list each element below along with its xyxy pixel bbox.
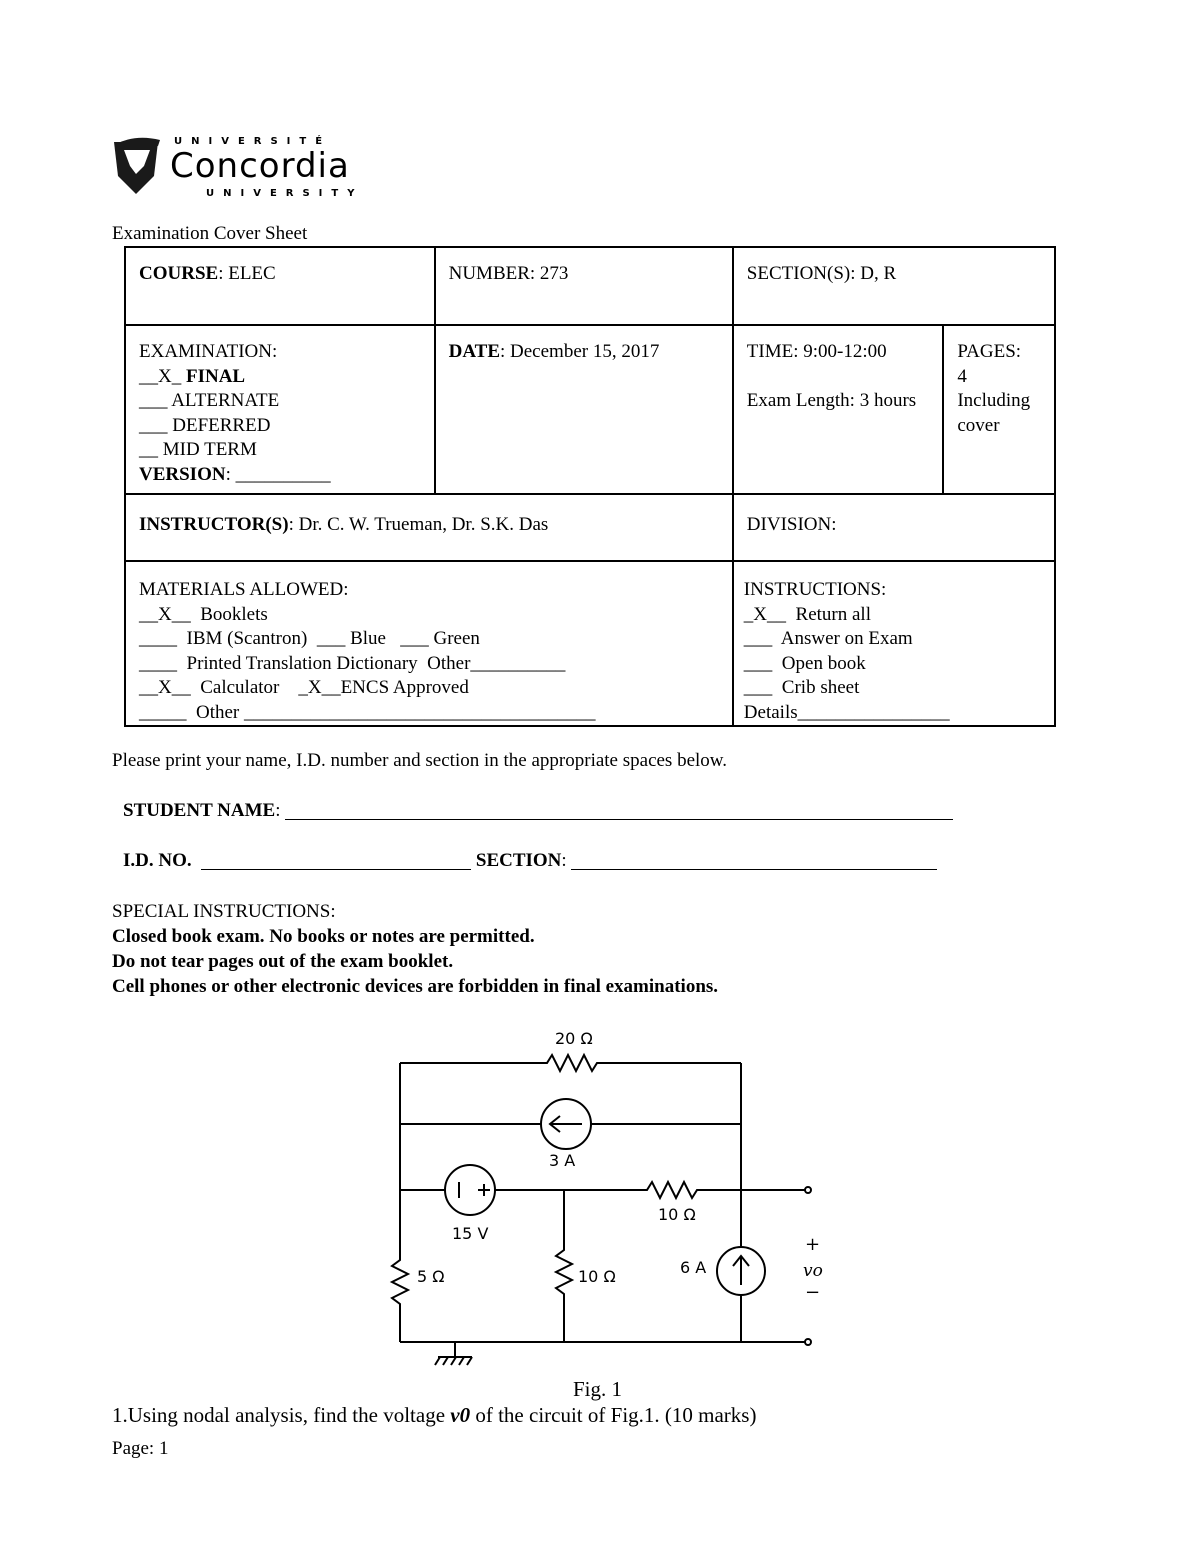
date-cell xyxy=(435,325,733,494)
pages-count: 4 xyxy=(957,365,967,387)
logo-top-text: UNIVERSITÉ xyxy=(174,136,332,147)
question-variable: v0 xyxy=(450,1403,471,1427)
division-cell xyxy=(733,494,1055,561)
exam-option-deferred: ___ DEFERRED xyxy=(139,414,271,436)
examination-cell xyxy=(125,325,435,494)
logo-name: Concordia xyxy=(170,146,350,186)
question-suffix: of the circuit of Fig.1. (10 marks) xyxy=(470,1403,757,1427)
pages-note: Including cover xyxy=(957,390,1031,436)
material-dictionary: ____ Printed Translation Dictionary Other__________ xyxy=(139,652,566,674)
label-5-ohm: 5 Ω xyxy=(417,1267,445,1286)
student-name-field[interactable] xyxy=(285,799,953,820)
material-booklets: __X__ Booklets xyxy=(139,603,268,625)
label-3a: 3 A xyxy=(549,1151,576,1170)
materials-label: MATERIALS ALLOWED: xyxy=(139,579,349,600)
instruction-crib-sheet: ___ Crib sheet xyxy=(743,677,860,698)
resistor-10-ohm-shunt xyxy=(556,1190,572,1342)
instructors-cell xyxy=(125,494,733,561)
resistor-20-ohm xyxy=(400,1055,741,1071)
vo-minus: − xyxy=(805,1282,821,1303)
output-terminal-top xyxy=(805,1187,811,1193)
course-label: COURSE xyxy=(139,263,219,284)
page-number: Page: 1 xyxy=(112,1438,169,1459)
resistor-10-ohm-series xyxy=(564,1182,808,1198)
course-number: NUMBER: 273 xyxy=(448,263,569,284)
section-field[interactable] xyxy=(571,849,937,870)
instruction-return-all: _X__ Return all xyxy=(743,603,871,625)
course-sections: SECTION(S): D, R xyxy=(746,263,897,284)
student-name-label: STUDENT NAME xyxy=(123,800,276,821)
instruction-open-book: ___ Open book xyxy=(743,652,866,674)
figure-caption: Fig. 1 xyxy=(573,1377,623,1401)
instruction-details: Details________________ xyxy=(743,701,950,723)
course-cell xyxy=(125,247,435,325)
exam-option-alternate: ___ ALTERNATE xyxy=(139,390,280,411)
student-name-row: STUDENT NAME: xyxy=(123,799,953,822)
label-15v: 15 V xyxy=(452,1224,489,1243)
pages-cell xyxy=(943,325,1055,494)
exam-option-midterm: __ MID TERM xyxy=(139,439,257,460)
cover-sheet-title: Examination Cover Sheet xyxy=(112,223,308,244)
division-label: DIVISION: xyxy=(746,514,837,535)
material-scantron: ____ IBM (Scantron) ___ Blue ___ Green xyxy=(139,628,480,649)
instructors-label: INSTRUCTOR(S) xyxy=(139,514,289,535)
special-instructions-label: SPECIAL INSTRUCTIONS: xyxy=(112,901,336,922)
label-10-ohm-series: 10 Ω xyxy=(658,1205,696,1224)
output-terminal-bottom xyxy=(805,1339,811,1345)
instructors-value: : Dr. C. W. Trueman, Dr. S.K. Das xyxy=(288,514,549,535)
id-section-row: I.D. NO. SECTION: xyxy=(123,849,937,872)
materials-cell xyxy=(125,561,733,726)
exam-info-table xyxy=(124,246,1056,727)
special-line-no-tear: Do not tear pages out of the exam booklet. xyxy=(112,951,454,972)
section-label: SECTION xyxy=(475,850,562,871)
time-cell xyxy=(733,325,944,494)
special-line-cell-phones: Cell phones or other electronic devices are forbidden in final examinations. xyxy=(112,976,719,997)
vo-label: vo xyxy=(803,1261,823,1281)
sections-cell xyxy=(733,247,1055,325)
special-instructions xyxy=(112,899,718,999)
instructions-cell xyxy=(733,561,1055,726)
id-label: I.D. NO. xyxy=(123,850,192,871)
label-10-ohm-shunt: 10 Ω xyxy=(578,1267,616,1286)
question-prefix: 1.Using nodal analysis, find the voltage xyxy=(112,1403,451,1427)
special-line-closed-book: Closed book exam. No books or notes are permitted. xyxy=(112,926,535,947)
exam-option-final: __X_ FINAL xyxy=(139,365,246,387)
date-label: DATE xyxy=(448,341,500,362)
material-other: _____ Other _____________________________________ xyxy=(139,701,596,723)
question-1 xyxy=(112,1403,756,1428)
exam-time: TIME: 9:00-12:00 xyxy=(746,341,887,362)
logo-bottom-text: UNIVERSITY xyxy=(206,188,364,199)
concordia-logo xyxy=(110,132,410,204)
instructions-label: INSTRUCTIONS: xyxy=(743,579,887,600)
print-instruction: Please print your name, I.D. number and section in the appropriate spaces below. xyxy=(112,750,728,771)
pages-label: PAGES: xyxy=(957,341,1022,362)
version-line: VERSION: __________ xyxy=(139,463,331,485)
vo-plus: + xyxy=(805,1234,821,1255)
exam-length: Exam Length: 3 hours xyxy=(746,389,917,411)
label-20-ohm: 20 Ω xyxy=(555,1029,593,1048)
id-number-field[interactable] xyxy=(201,849,471,870)
resistor-5-ohm xyxy=(392,1250,408,1342)
number-cell xyxy=(435,247,733,325)
label-6a: 6 A xyxy=(680,1258,707,1277)
circuit-diagram xyxy=(380,1020,840,1380)
course-value: : ELEC xyxy=(218,263,276,284)
material-calculator: __X__ Calculator _X__ENCS Approved xyxy=(139,677,469,698)
examination-label: EXAMINATION: xyxy=(139,341,278,362)
instruction-answer-on-exam: ___ Answer on Exam xyxy=(743,628,913,649)
date-value: : December 15, 2017 xyxy=(500,341,660,362)
